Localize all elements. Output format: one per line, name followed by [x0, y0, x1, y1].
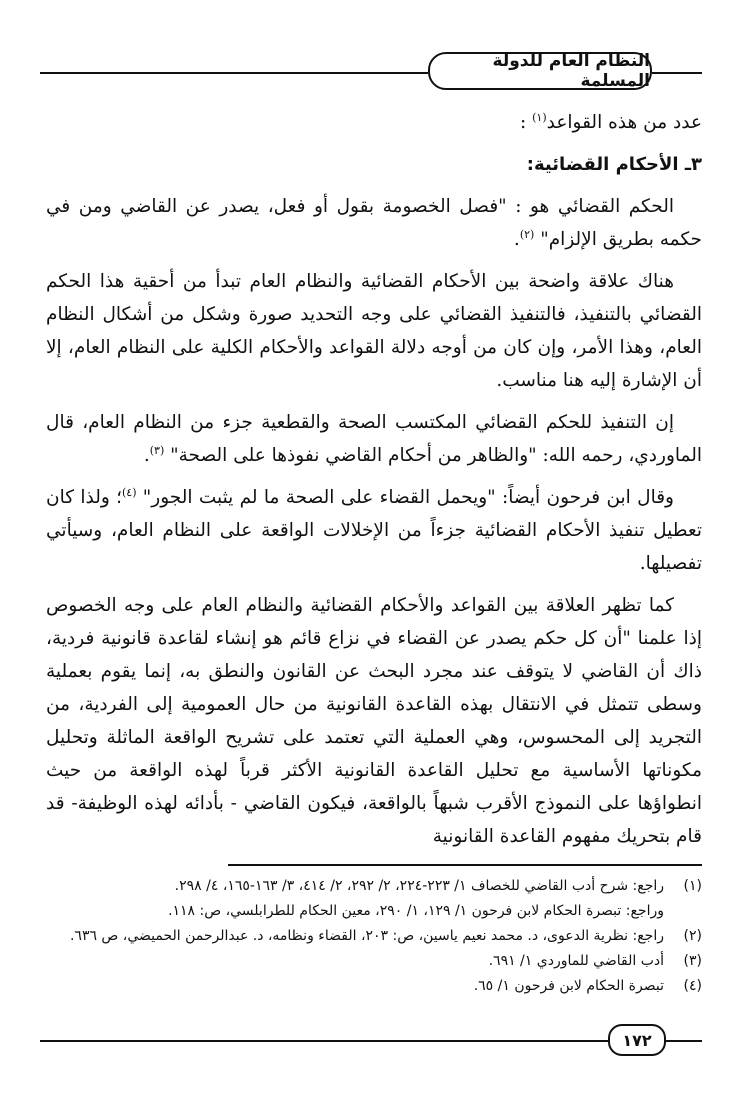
section-heading: ٣ـ الأحكام القضائية: — [526, 154, 702, 175]
intro-text: عدد من هذه القواعد — [546, 112, 702, 133]
footer-rule-right — [666, 1040, 702, 1042]
footnote-ref: (٤) — [121, 485, 137, 499]
p3-end: . — [143, 445, 150, 466]
footnote-ref: (٢) — [519, 227, 535, 241]
footnote-item — [46, 924, 702, 949]
footnote-text: تبصرة الحكام لابن فرحون ١/ ٦٥. — [473, 978, 664, 994]
p4-text-a: وقال ابن فرحون أيضاً: "ويحمل القضاء على الصحة ما لم يثبت الجور" — [142, 487, 674, 508]
footnote-separator — [228, 864, 702, 866]
footnote-number: (٢) — [683, 928, 702, 944]
running-header: النظام العام للدولة المسلمة — [428, 52, 652, 90]
intro-end: : — [519, 112, 527, 133]
footnote-item — [46, 974, 702, 999]
header-rule-right — [652, 72, 702, 74]
footnote-number: (٣) — [683, 953, 702, 969]
footnote-number: (١) — [683, 878, 702, 894]
page-number: ١٧٢ — [608, 1024, 666, 1056]
footnote-ref: (١) — [532, 110, 547, 124]
footnote-continuation: وراجع: تبصرة الحكام لابن فرحون ١/ ١٢٩، ١/ ٢٩٠، معين الحكام للطرابلسي، ص: ١١٨. — [168, 903, 664, 919]
p1-end: . — [513, 229, 520, 250]
header-rule-left — [40, 72, 428, 74]
p1-text: الحكم القضائي هو : "فصل الخصومة بقول أو فعل، يصدر عن القاضي ومن في حكمه بطريق الإلزام" — [46, 196, 702, 250]
intro-line — [46, 106, 702, 139]
footer-rule-left — [40, 1040, 608, 1042]
paragraph-relation: هناك علاقة واضحة بين الأحكام القضائية والنظام العام تبدأ من أحقية هذا الحكم القضائي بالتنفيذ، فالتنفيذ القضائي على وجه التحديد صورة وشكل من أشكال النظام العام، وهذا الأمر، وإن كان من أوجه دلالة القواعد والأحكام الكلية على النظام العام، إلا أن الإشارة إليه هنا مناسب. — [46, 271, 702, 391]
footnote-text: راجع: نظرية الدعوى، د. محمد نعيم ياسين، ص: ٢٠٣، القضاء ونظامه، د. عبدالرحمن الحميضي، ص ٦٣٦. — [69, 928, 664, 944]
footnote-ref: (٣) — [149, 443, 165, 457]
footnote-text: راجع: شرح أدب القاضي للخصاف ١/ ٢٢٣-٢٢٤، ٢/ ٢٩٢، ٢/ ٤١٤، ٣/ ١٦٣-١٦٥، ٤/ ٢٩٨. — [174, 878, 664, 894]
paragraph-definition — [46, 190, 702, 256]
footnote-text: أدب القاضي للماوردي ١/ ٦٩١. — [488, 953, 664, 969]
footnotes — [46, 874, 702, 999]
page-body — [46, 106, 702, 862]
footnote-item — [46, 949, 702, 974]
paragraph-ibn-farhun — [46, 481, 702, 580]
footnote-item — [46, 874, 702, 899]
p3-text: إن التنفيذ للحكم القضائي المكتسب الصحة والقطعية جزء من النظام العام، قال الماوردي، رحمه الله: "والظاهر من أحكام القاضي نفوذها على الصحة" — [46, 412, 702, 466]
p4-text-b: ؛ ولذا كان تعطيل تنفيذ الأحكام القضائية جزءاً من الإخلالات الواقعة على النظام العام، وسيأتي تفصيلها. — [46, 487, 702, 574]
footnote-number: (٤) — [683, 978, 702, 994]
paragraph-rules-relation: كما تظهر العلاقة بين القواعد والأحكام القضائية والنظام العام على وجه الخصوص إذا علمنا "أن كل حكم يصدر عن القضاء في نزاع قائم هو إنشاء لقاعدة قانونية فردية، ذاك أن القاضي لا يتوقف عند مجرد البحث عن القانون والنطق به، إنما يقوم بعملية وسطى تتمثل في الانتقال بهذه القاعدة القانونية من حال العمومية إلى الفردية، من التجريد إلى المحسوس، وهي العملية التي تعتمد على تشريح الواقعة الماثلة وتحليل مكوناتها الأساسية مع تحليل القاعدة القانونية الأكثر قرباً لهذه الواقعة من حيث انطواؤها على النموذج الأقرب شبهاً بالواقعة، فيكون القاضي - بأدائه لهذه الوظيفة- قد قام بتحريك مفهوم القاعدة القانونية — [46, 595, 702, 847]
paragraph-execution — [46, 406, 702, 472]
